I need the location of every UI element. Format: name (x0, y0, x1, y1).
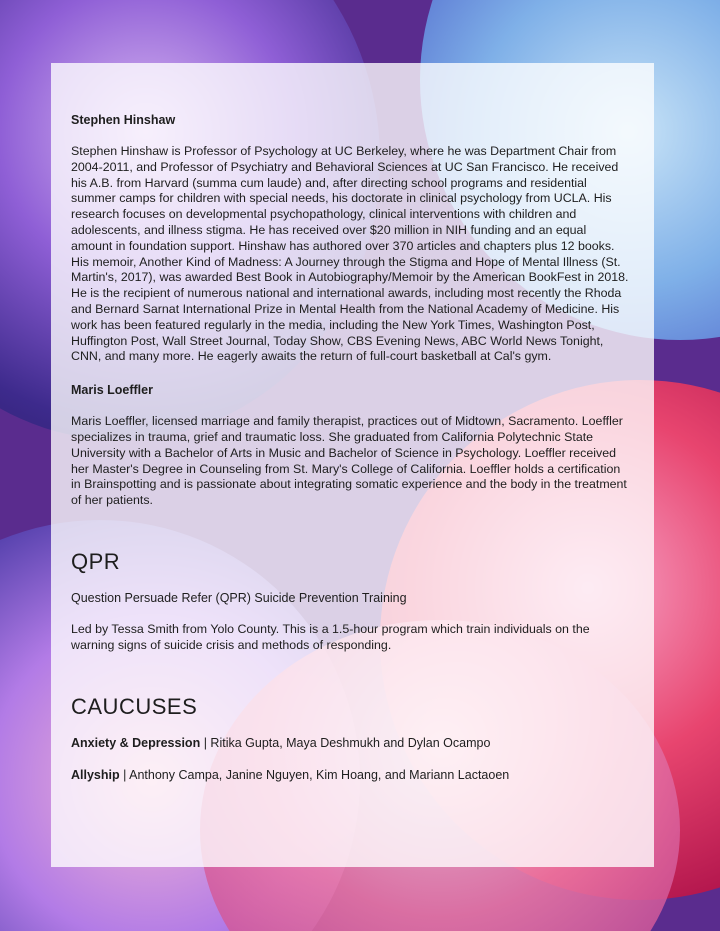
qpr-subtitle: Question Persuade Refer (QPR) Suicide Prevention Training (71, 590, 407, 605)
qpr-heading: QPR (71, 548, 121, 574)
speaker-bio: Stephen Hinshaw is Professor of Psychology at UC Berkeley, where he was Department Chair from 2004-2011, and Professor of Psychiatry and Behavioral Sciences at UC San Francisco. He received his A.B. from Harvard (summa cum laude) and, after directing school programs and residential summer camps for children with special needs, his doctorate in clinical psychology from UCLA. His research focuses on developmental psychopathology, clinical interventions with children and adolescents, and illness stigma. He has received over $20 million in NIH funding and an equal amount in foundation support. Hinshaw has authored over 370 articles and chapters plus 12 books. His memoir, Another Kind of Madness: A Journey through the Stigma and Hope of Mental Illness (St. Martin's, 2017), was awarded Best Book in Autobiography/Memoir by the American BookFest in 2018. He is the recipient of numerous national and international awards, including most recently the Rhoda and Bernard Sarnat International Prize in Mental Health from the National Academy of Medicine. His work has been featured regularly in the media, including the New York Times, Washington Post, Huffington Post, Wall Street Journal, Today Show, CBS Evening News, ABC World News Tonight, CNN, and many more. He eagerly awaits the return of full-court basketball at Cal's gym. (71, 144, 629, 364)
content-panel (51, 63, 654, 867)
caucus-title: Allyship (71, 767, 120, 782)
caucus-item (71, 768, 630, 782)
caucus-separator: | (200, 735, 211, 750)
caucuses-heading: CAUCUSES (71, 693, 198, 719)
caucus-item (71, 736, 630, 750)
speaker-bio: Maris Loeffler, licensed marriage and family therapist, practices out of Midtown, Sacramento. Loeffler specializes in trauma, grief and traumatic loss. She graduated from California Polytechnic State University with a Bachelor of Arts in Music and Bachelor of Science in Psychology. Loeffler received her Master's Degree in Counseling from St. Mary's College of California. Loeffler holds a certification in Brainspotting and is passionate about integrating somatic experience and the body in the treatment of her patients. (71, 414, 627, 508)
caucus-title: Anxiety & Depression (71, 735, 201, 750)
speaker-name: Stephen Hinshaw (71, 113, 176, 127)
caucus-people: Anthony Campa, Janine Nguyen, Kim Hoang, and Mariann Lactaoen (129, 767, 510, 782)
speaker-name: Maris Loeffler (71, 383, 153, 398)
qpr-description: Led by Tessa Smith from Yolo County. This is a 1.5-hour program which train individuals on the warning signs of suicide crisis and methods of responding. (71, 621, 590, 652)
caucus-separator: | (119, 767, 130, 782)
caucus-people: Ritika Gupta, Maya Deshmukh and Dylan Ocampo (210, 735, 491, 750)
